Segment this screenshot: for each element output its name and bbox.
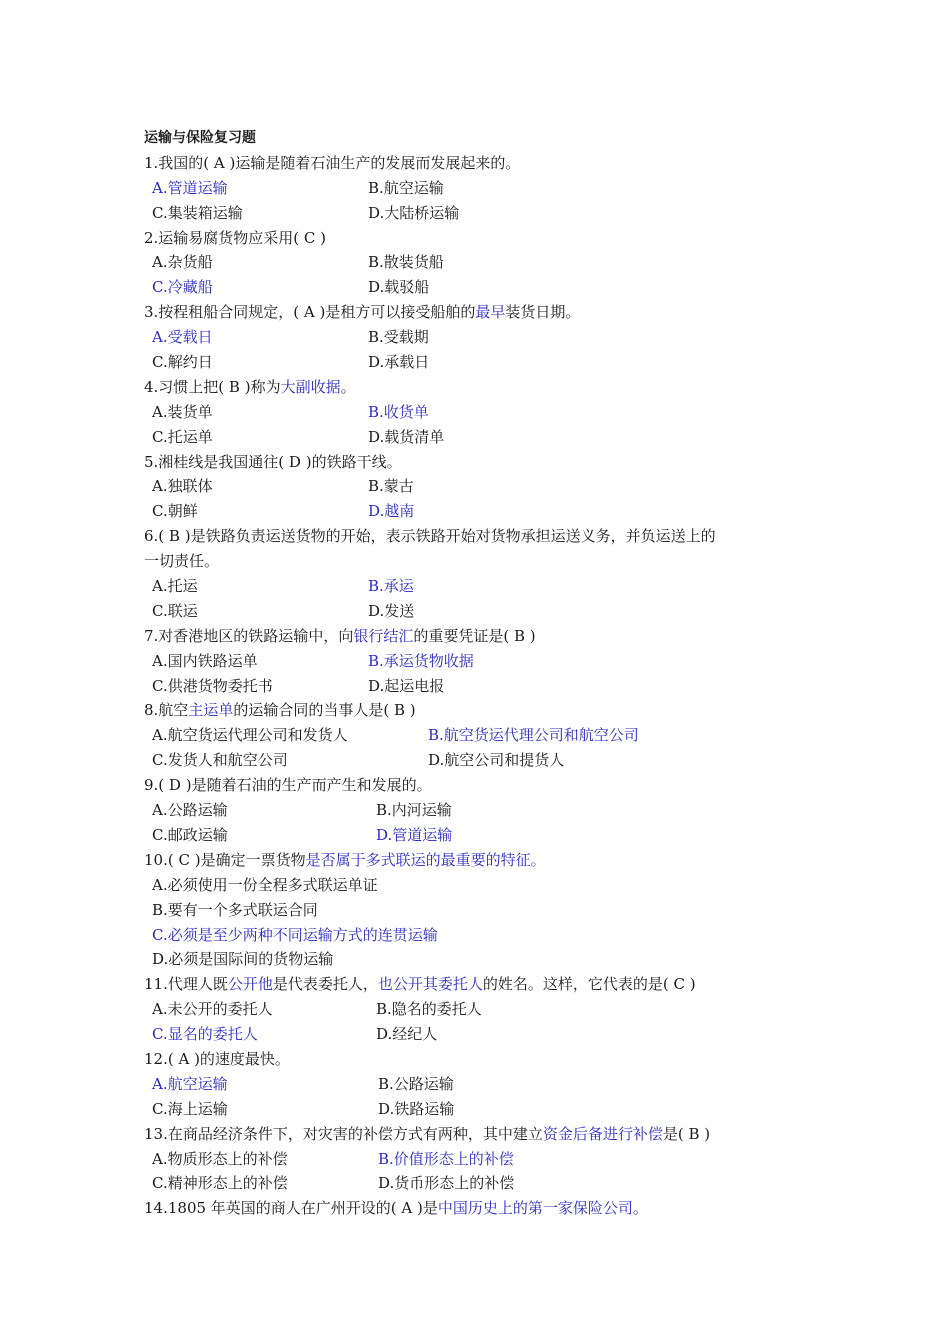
option: A.物质形态上的补偿: [152, 1149, 288, 1168]
option: C.朝鲜: [152, 502, 198, 521]
option-row: [144, 1072, 824, 1097]
option-row: [144, 1147, 824, 1172]
stem-text: 7.对香港地区的铁路运输中，向: [144, 626, 354, 645]
stem-text: 的运输合同的当事人是( B ): [233, 701, 416, 720]
question-stem: [144, 1122, 824, 1147]
highlighted-text: 最早: [475, 303, 506, 322]
option: C.邮政运输: [152, 825, 228, 844]
option: C.海上运输: [152, 1099, 228, 1118]
question-stem: [144, 300, 824, 325]
option-row: [144, 176, 824, 201]
stem-text: 14.1805 年英国的商人在广州开设的( A )是: [144, 1199, 438, 1218]
stem-text: 2.运输易腐货物应采用( C ): [144, 228, 327, 247]
option-row: [144, 798, 824, 823]
option-row: [144, 325, 824, 350]
answer-option: A.航空运输: [152, 1074, 228, 1093]
option-row: [144, 275, 824, 300]
stem-text: 5.湘桂线是我国通往( D )的铁路干线。: [144, 452, 402, 471]
stem-text: 。: [340, 377, 356, 396]
option: D.货币形态上的补偿: [378, 1174, 515, 1193]
option: C.供港货物委托书: [152, 676, 273, 695]
question-stem: [144, 375, 824, 400]
option: C.发货人和航空公司: [152, 751, 288, 770]
option: A.公路运输: [152, 801, 228, 820]
option-row: [144, 499, 824, 524]
option: A.独联体: [152, 477, 213, 496]
option: B.公路运输: [378, 1074, 454, 1093]
question-stem: [144, 450, 824, 475]
highlighted-text: 中国历史上的第一家保险公司: [437, 1199, 633, 1218]
question-list: [144, 151, 824, 1221]
option: D.航空公司和提货人: [428, 751, 565, 770]
option: D.必须是国际间的货物运输: [152, 950, 334, 969]
question-stem: [144, 848, 824, 873]
option-row: [144, 823, 824, 848]
option-row: [144, 474, 824, 499]
stem-text: 10.( C )是确定一票货物: [144, 850, 306, 869]
question-stem: [144, 972, 824, 997]
answer-option: B.承运货物收据: [368, 651, 474, 670]
option-row: [144, 1171, 824, 1196]
stem-text: 。: [632, 1199, 648, 1218]
option-row: [144, 1097, 824, 1122]
option: A.必须使用一份全程多式联运单证: [152, 875, 378, 894]
answer-option: C.冷藏船: [152, 278, 213, 297]
option: B.蒙古: [368, 477, 414, 496]
stem-text: 9.( D )是随着石油的生产而产生和发展的。: [144, 776, 432, 795]
stem-text: 6.( B )是铁路负责运送货物的开始，表示铁路开始对货物承担运送义务，并负运送上的: [144, 527, 716, 546]
question-stem: [144, 151, 824, 176]
option-row: [144, 674, 824, 699]
option: B.航空运输: [368, 178, 444, 197]
answer-option: B.承运: [368, 577, 414, 596]
option: B.要有一个多式联运合同: [152, 900, 318, 919]
highlighted-text: 资金后备进行补偿: [542, 1124, 663, 1143]
highlighted-text: 银行结汇: [353, 626, 414, 645]
question-stem: [144, 226, 824, 251]
question-stem: [144, 624, 824, 649]
stem-text: 是代表委托人，: [272, 975, 378, 994]
option-row: [144, 574, 824, 599]
option-row: [144, 599, 824, 624]
stem-text: 13.在商品经济条件下，对灾害的补偿方式有两种，其中建立: [144, 1124, 543, 1143]
stem-text: 1.我国的( A )运输是随着石油生产的发展而发展起来的。: [144, 153, 521, 172]
question-stem: [144, 773, 824, 798]
document-body: [144, 126, 824, 1221]
option-row: [144, 997, 824, 1022]
option: D.发送: [368, 601, 415, 620]
option: D.承载日: [368, 353, 430, 372]
question-stem: [144, 1196, 824, 1221]
option: C.精神形态上的补偿: [152, 1174, 288, 1193]
question-stem: [144, 698, 824, 723]
option-row: [144, 723, 824, 748]
option: A.未公开的委托人: [152, 1000, 273, 1019]
option-row: [144, 649, 824, 674]
option-row: [144, 1022, 824, 1047]
answer-option: B.航空货运代理公司和航空公司: [428, 726, 639, 745]
answer-option: A.管道运输: [152, 178, 228, 197]
answer-option: C.显名的委托人: [152, 1025, 258, 1044]
highlighted-text: 公开他: [227, 975, 273, 994]
answer-option: D.越南: [368, 502, 415, 521]
option: C.集装箱运输: [152, 203, 243, 222]
question-stem: [144, 1047, 824, 1072]
highlighted-text: 也公开其委托人: [377, 975, 483, 994]
stem-text: 11.代理人既: [144, 975, 228, 994]
option: C.联运: [152, 601, 198, 620]
stem-text: 的姓名。这样，它代表的是( C ): [482, 975, 696, 994]
option: A.杂货船: [152, 253, 213, 272]
question-stem: [144, 524, 824, 549]
question-stem-continuation: 一切责任。: [144, 552, 220, 571]
option: C.托运单: [152, 427, 213, 446]
stem-text: 4.习惯上把( B )称为: [144, 377, 281, 396]
option: D.经纪人: [376, 1025, 438, 1044]
option: B.散装货船: [368, 253, 444, 272]
highlighted-text: 大副收据: [280, 377, 341, 396]
stem-text: 3.按程租船合同规定，( A )是租方可以接受船舶的: [144, 303, 476, 322]
option: A.国内铁路运单: [152, 651, 258, 670]
option-row: [144, 425, 824, 450]
answer-option: A.受载日: [152, 328, 213, 347]
option: B.受载期: [368, 328, 429, 347]
answer-option: D.管道运输: [376, 825, 453, 844]
stem-text: 的重要凭证是( B ): [413, 626, 536, 645]
document-title: 运输与保险复习题: [144, 130, 256, 146]
option: D.载驳船: [368, 278, 430, 297]
answer-option: B.价值形态上的补偿: [378, 1149, 514, 1168]
highlighted-text: 是否属于多式联运的最重要的特征。: [305, 850, 546, 869]
option: A.托运: [152, 577, 198, 596]
answer-option: B.收货单: [368, 402, 429, 421]
option: D.载货清单: [368, 427, 445, 446]
option-row: [144, 748, 824, 773]
stem-text: 12.( A )的速度最快。: [144, 1049, 290, 1068]
option: C.解约日: [152, 353, 213, 372]
option-row: [144, 350, 824, 375]
highlighted-text: 主运单: [188, 701, 234, 720]
option: D.大陆桥运输: [368, 203, 460, 222]
answer-option: C.必须是至少两种不同运输方式的连贯运输: [152, 925, 438, 944]
option: B.内河运输: [376, 801, 452, 820]
option: A.装货单: [152, 402, 213, 421]
option: B.隐名的委托人: [376, 1000, 482, 1019]
stem-text: 是( B ): [662, 1124, 711, 1143]
option: A.航空货运代理公司和发货人: [152, 726, 348, 745]
option: D.铁路运输: [378, 1099, 455, 1118]
stem-text: 装货日期。: [505, 303, 581, 322]
stem-text: 8.航空: [144, 701, 189, 720]
option-row: [144, 201, 824, 226]
option-row: [144, 250, 824, 275]
option-row: [144, 400, 824, 425]
option: D.起运电报: [368, 676, 445, 695]
